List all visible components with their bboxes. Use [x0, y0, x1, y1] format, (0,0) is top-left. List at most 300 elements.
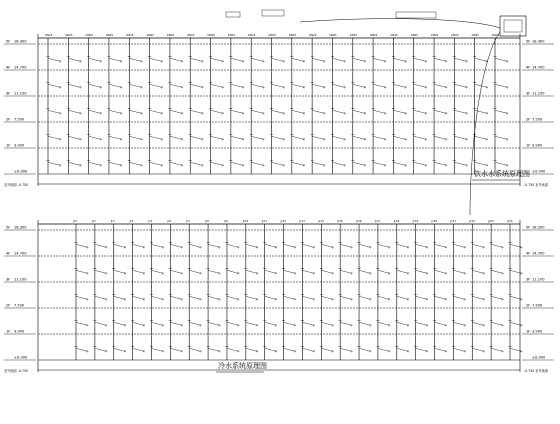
branch-pipe [272, 136, 284, 139]
branch-pipe [495, 84, 507, 87]
floor-level-right: 4F [526, 65, 531, 70]
branch-pipe [48, 162, 60, 165]
branch-pipe [378, 244, 389, 247]
branch-pipe [397, 296, 408, 299]
branch-pipe [251, 136, 263, 139]
riser-label: JL5 [148, 220, 153, 223]
branch-pipe [302, 244, 313, 247]
riser-label: JL21 [450, 220, 456, 223]
branch-pipe [416, 296, 427, 299]
branch-pipe [170, 270, 181, 273]
branch-pipe [510, 322, 521, 325]
floor-level-right: 5F [526, 225, 531, 230]
branch-pipe [133, 270, 144, 273]
branch-pipe [227, 348, 238, 351]
branch-pipe [109, 110, 121, 113]
branch-pipe [397, 270, 408, 273]
floor-level-left: 5F [6, 39, 11, 44]
floor-elev-left: 14.700 [14, 65, 27, 70]
floor-level-right: 2F [526, 303, 531, 308]
floor-level-left: 3F [6, 91, 11, 96]
branch-pipe [272, 84, 284, 87]
branch-pipe [453, 270, 464, 273]
riser-label: JL7 [186, 220, 191, 223]
riser-label: DN25 [431, 34, 439, 37]
branch-pipe [68, 84, 80, 87]
branch-pipe [340, 270, 351, 273]
branch-pipe [246, 270, 257, 273]
branch-pipe [373, 136, 385, 139]
branch-pipe [475, 58, 487, 61]
branch-pipe [189, 270, 200, 273]
branch-pipe [491, 348, 502, 351]
floor-elev-right: ±0.000 [532, 169, 546, 174]
branch-pipe [373, 110, 385, 113]
branch-pipe [292, 110, 304, 113]
branch-pipe [414, 162, 426, 165]
riser-label: JL9 [223, 220, 228, 223]
branch-pipe [170, 322, 181, 325]
branch-pipe [312, 162, 324, 165]
branch-pipe [453, 296, 464, 299]
branch-pipe [48, 84, 60, 87]
riser-label: JL2 [91, 220, 96, 223]
branch-pipe [129, 136, 141, 139]
branch-pipe [353, 58, 365, 61]
branch-pipe [414, 136, 426, 139]
branch-pipe [510, 270, 521, 273]
branch-pipe [332, 58, 344, 61]
branch-pipe [393, 110, 405, 113]
branch-pipe [378, 296, 389, 299]
branch-pipe [321, 322, 332, 325]
branch-pipe [189, 348, 200, 351]
branch-pipe [170, 296, 181, 299]
branch-pipe [292, 162, 304, 165]
branch-pipe [109, 136, 121, 139]
riser-label: DN25 [390, 34, 398, 37]
branch-pipe [393, 162, 405, 165]
outdoor-ground-label-right: -0.750 室外地面 [524, 369, 549, 373]
branch-pipe [251, 58, 263, 61]
branch-pipe [373, 84, 385, 87]
riser-label: DN25 [126, 34, 134, 37]
branch-pipe [435, 322, 446, 325]
branch-pipe [472, 322, 483, 325]
riser-label: JL3 [110, 220, 115, 223]
branch-pipe [359, 296, 370, 299]
branch-pipe [251, 84, 263, 87]
floor-elev-left: 3.900 [14, 329, 25, 334]
branch-pipe [68, 162, 80, 165]
floor-elev-left: 11.100 [14, 91, 27, 96]
floor-elev-left: ±0.000 [14, 169, 28, 174]
branch-pipe [150, 162, 162, 165]
branch-pipe [170, 244, 181, 247]
branch-pipe [435, 244, 446, 247]
branch-pipe [190, 84, 202, 87]
branch-pipe [211, 162, 223, 165]
branch-pipe [95, 244, 106, 247]
branch-pipe [472, 348, 483, 351]
branch-pipe [151, 244, 162, 247]
riser-label: JL10 [242, 220, 249, 223]
branch-pipe [95, 296, 106, 299]
branch-pipe [495, 58, 507, 61]
riser-label: DN25 [349, 34, 358, 37]
branch-pipe [292, 136, 304, 139]
branch-pipe [491, 270, 502, 273]
branch-pipe [251, 110, 263, 113]
floor-level-right: 2F [526, 117, 531, 122]
branch-pipe [454, 136, 466, 139]
floor-level-left: 2F [6, 117, 11, 122]
branch-pipe [332, 162, 344, 165]
branch-pipe [353, 136, 365, 139]
branch-pipe [95, 322, 106, 325]
branch-pipe [472, 244, 483, 247]
branch-pipe [129, 84, 141, 87]
branch-pipe [211, 110, 223, 113]
branch-pipe [246, 244, 257, 247]
branch-pipe [76, 322, 87, 325]
branch-pipe [414, 58, 426, 61]
riser-label: JL14 [318, 220, 324, 223]
branch-pipe [189, 244, 200, 247]
branch-pipe [321, 296, 332, 299]
floor-elev-right: 7.500 [532, 117, 543, 122]
branch-pipe [109, 162, 121, 165]
branch-pipe [510, 348, 521, 351]
floor-elev-right: ±0.000 [532, 355, 546, 360]
branch-pipe [321, 348, 332, 351]
riser-label: JL6 [167, 220, 172, 223]
riser-label: JL11 [261, 220, 268, 223]
branch-pipe [340, 296, 351, 299]
branch-pipe [332, 110, 344, 113]
branch-pipe [359, 322, 370, 325]
branch-pipe [170, 136, 182, 139]
branch-pipe [378, 270, 389, 273]
branch-pipe [454, 84, 466, 87]
branch-pipe [151, 322, 162, 325]
branch-pipe [359, 348, 370, 351]
floor-elev-right: 7.500 [532, 303, 543, 308]
branch-pipe [208, 270, 219, 273]
branch-pipe [170, 162, 182, 165]
floor-level-left: 4F [6, 65, 11, 70]
branch-pipe [393, 84, 405, 87]
branch-pipe [231, 84, 243, 87]
branch-pipe [373, 58, 385, 61]
riser-label: JL12 [280, 220, 287, 223]
branch-pipe [434, 136, 446, 139]
floor-elev-right: 3.900 [532, 329, 543, 334]
riser-label: JL4 [129, 220, 134, 223]
riser-label: JL24 [507, 220, 513, 223]
top-diagram-title: 饮水水系统原理图 [474, 170, 530, 178]
riser-label: JL16 [356, 220, 362, 223]
riser-label: JL22 [469, 220, 475, 223]
branch-pipe [284, 348, 295, 351]
riser-label: DN25 [370, 34, 378, 37]
riser-label: DN25 [329, 34, 337, 37]
riser-label: DN25 [45, 34, 53, 37]
branch-pipe [435, 296, 446, 299]
branch-pipe [231, 110, 243, 113]
branch-pipe [416, 348, 427, 351]
floor-elev-left: ±0.000 [14, 355, 28, 360]
floor-elev-left: 7.500 [14, 117, 25, 122]
branch-pipe [475, 162, 487, 165]
branch-pipe [227, 322, 238, 325]
branch-pipe [510, 244, 521, 247]
branch-pipe [89, 136, 101, 139]
riser-label: DN25 [146, 34, 154, 37]
branch-pipe [284, 296, 295, 299]
branch-pipe [129, 162, 141, 165]
branch-pipe [211, 58, 223, 61]
riser-label: JL8 [205, 220, 209, 223]
branch-pipe [321, 270, 332, 273]
floor-elev-right: 18.300 [532, 39, 545, 44]
branch-pipe [211, 136, 223, 139]
riser-label: JL23 [488, 220, 494, 223]
riser-label: DN25 [471, 34, 479, 37]
branch-pipe [359, 244, 370, 247]
floor-level-left: 1F [6, 329, 11, 334]
floor-elev-left: 18.300 [14, 225, 27, 230]
branch-pipe [340, 322, 351, 325]
riser-label: DN25 [65, 34, 73, 37]
branch-pipe [272, 58, 284, 61]
branch-pipe [510, 296, 521, 299]
branch-pipe [312, 84, 324, 87]
floor-level-left: 3F [6, 277, 11, 282]
branch-pipe [302, 348, 313, 351]
floor-level-right: 4F [526, 251, 531, 256]
branch-pipe [321, 244, 332, 247]
branch-pipe [284, 244, 295, 247]
branch-pipe [89, 58, 101, 61]
floor-level-left: 4F [6, 251, 11, 256]
branch-pipe [133, 296, 144, 299]
branch-pipe [246, 348, 257, 351]
branch-pipe [151, 270, 162, 273]
riser-label: DN25 [492, 34, 500, 37]
branch-pipe [170, 110, 182, 113]
branch-pipe [378, 348, 389, 351]
branch-pipe [190, 136, 202, 139]
bottom-diagram-grid [4, 219, 554, 373]
branch-pipe [435, 270, 446, 273]
branch-pipe [491, 244, 502, 247]
branch-pipe [434, 84, 446, 87]
riser-label: DN25 [309, 34, 317, 37]
riser-label: DN25 [410, 34, 418, 37]
branch-pipe [251, 162, 263, 165]
branch-pipe [190, 58, 202, 61]
branch-pipe [416, 244, 427, 247]
branch-pipe [133, 244, 144, 247]
branch-pipe [231, 162, 243, 165]
branch-pipe [302, 296, 313, 299]
branch-pipe [68, 136, 80, 139]
riser-label: DN25 [288, 34, 297, 37]
branch-pipe [129, 58, 141, 61]
branch-pipe [231, 58, 243, 61]
branch-pipe [453, 244, 464, 247]
branch-pipe [227, 244, 238, 247]
branch-pipe [89, 84, 101, 87]
riser-label: DN25 [85, 34, 93, 37]
floor-level-right: 5F [526, 39, 531, 44]
branch-pipe [89, 110, 101, 113]
branch-pipe [208, 244, 219, 247]
branch-pipe [495, 136, 507, 139]
branch-pipe [434, 58, 446, 61]
branch-pipe [434, 110, 446, 113]
branch-pipe [472, 270, 483, 273]
branch-pipe [114, 322, 125, 325]
riser-label: DN25 [187, 34, 195, 37]
branch-pipe [76, 244, 87, 247]
branch-pipe [373, 162, 385, 165]
branch-pipe [353, 110, 365, 113]
branch-pipe [454, 58, 466, 61]
branch-pipe [95, 270, 106, 273]
branch-pipe [434, 162, 446, 165]
riser-label: JL17 [374, 220, 381, 223]
branch-pipe [265, 270, 276, 273]
branch-pipe [150, 84, 162, 87]
floor-elev-right: 18.300 [532, 225, 545, 230]
branch-pipe [397, 322, 408, 325]
floor-elev-right: 11.100 [532, 91, 545, 96]
riser-label: DN25 [451, 34, 459, 37]
branch-pipe [378, 322, 389, 325]
riser-label: DN25 [166, 34, 175, 37]
branch-pipe [292, 84, 304, 87]
floor-level-left: 5F [6, 225, 11, 230]
branch-pipe [491, 322, 502, 325]
branch-pipe [416, 270, 427, 273]
branch-pipe [495, 162, 507, 165]
bottom-diagram-title: 冷水系统原理图 [218, 362, 267, 370]
branch-pipe [312, 58, 324, 61]
floor-elev-left: 3.900 [14, 143, 25, 148]
branch-pipe [170, 58, 182, 61]
branch-pipe [340, 244, 351, 247]
floor-level-left: 1F [6, 143, 11, 148]
branch-pipe [208, 296, 219, 299]
top-diagram-title-group [472, 169, 530, 180]
branch-pipe [208, 322, 219, 325]
branch-pipe [211, 84, 223, 87]
branch-pipe [312, 110, 324, 113]
branch-pipe [190, 110, 202, 113]
branch-pipe [284, 270, 295, 273]
branch-pipe [95, 348, 106, 351]
branch-pipe [189, 296, 200, 299]
branch-pipe [265, 322, 276, 325]
branch-pipe [284, 322, 295, 325]
riser-label: JL20 [431, 220, 438, 223]
branch-pipe [114, 270, 125, 273]
floor-level-right: 3F [526, 277, 531, 282]
branch-pipe [454, 110, 466, 113]
floor-elev-right: 3.900 [532, 143, 543, 148]
branch-pipe [76, 296, 87, 299]
branch-pipe [475, 136, 487, 139]
branch-pipe [475, 110, 487, 113]
riser-label: DN25 [227, 34, 236, 37]
branch-pipe [48, 110, 60, 113]
riser-label: DN25 [268, 34, 276, 37]
floor-elev-left: 7.500 [14, 303, 25, 308]
branch-pipe [190, 162, 202, 165]
branch-pipe [68, 58, 80, 61]
branch-pipe [231, 136, 243, 139]
riser-label: JL1 [73, 220, 77, 223]
floor-elev-left: 18.300 [14, 39, 27, 44]
branch-pipe [454, 162, 466, 165]
branch-pipe [414, 84, 426, 87]
branch-pipe [475, 84, 487, 87]
branch-pipe [265, 244, 276, 247]
outdoor-ground-label-left: 室外地面 -0.750 [4, 369, 29, 373]
branch-pipe [89, 162, 101, 165]
branch-pipe [109, 58, 121, 61]
branch-pipe [472, 296, 483, 299]
branch-pipe [150, 110, 162, 113]
branch-pipe [453, 348, 464, 351]
outdoor-ground-label-left: 室外地面 -0.750 [4, 183, 29, 187]
floor-level-left: 2F [6, 303, 11, 308]
branch-pipe [393, 58, 405, 61]
floor-level-right: 1F [526, 329, 531, 334]
riser-label: DN25 [248, 34, 256, 37]
branch-pipe [340, 348, 351, 351]
riser-label: DN25 [105, 34, 114, 37]
riser-label: JL13 [299, 220, 305, 223]
floor-level-right: 3F [526, 91, 531, 96]
branch-pipe [397, 244, 408, 247]
floor-elev-left: 11.100 [14, 277, 27, 282]
branch-pipe [109, 84, 121, 87]
branch-pipe [129, 110, 141, 113]
branch-pipe [114, 244, 125, 247]
branch-pipe [150, 136, 162, 139]
branch-pipe [265, 348, 276, 351]
branch-pipe [416, 322, 427, 325]
floor-level-right: 1F [526, 143, 531, 148]
branch-pipe [151, 348, 162, 351]
branch-pipe [491, 296, 502, 299]
branch-pipe [151, 296, 162, 299]
branch-pipe [332, 84, 344, 87]
branch-pipe [265, 296, 276, 299]
branch-pipe [189, 322, 200, 325]
branch-pipe [414, 110, 426, 113]
riser-label: JL18 [393, 220, 400, 223]
branch-pipe [170, 84, 182, 87]
branch-pipe [246, 296, 257, 299]
branch-pipe [272, 110, 284, 113]
floor-elev-right: 11.100 [532, 277, 545, 282]
riser-label: DN25 [207, 34, 215, 37]
branch-pipe [332, 136, 344, 139]
